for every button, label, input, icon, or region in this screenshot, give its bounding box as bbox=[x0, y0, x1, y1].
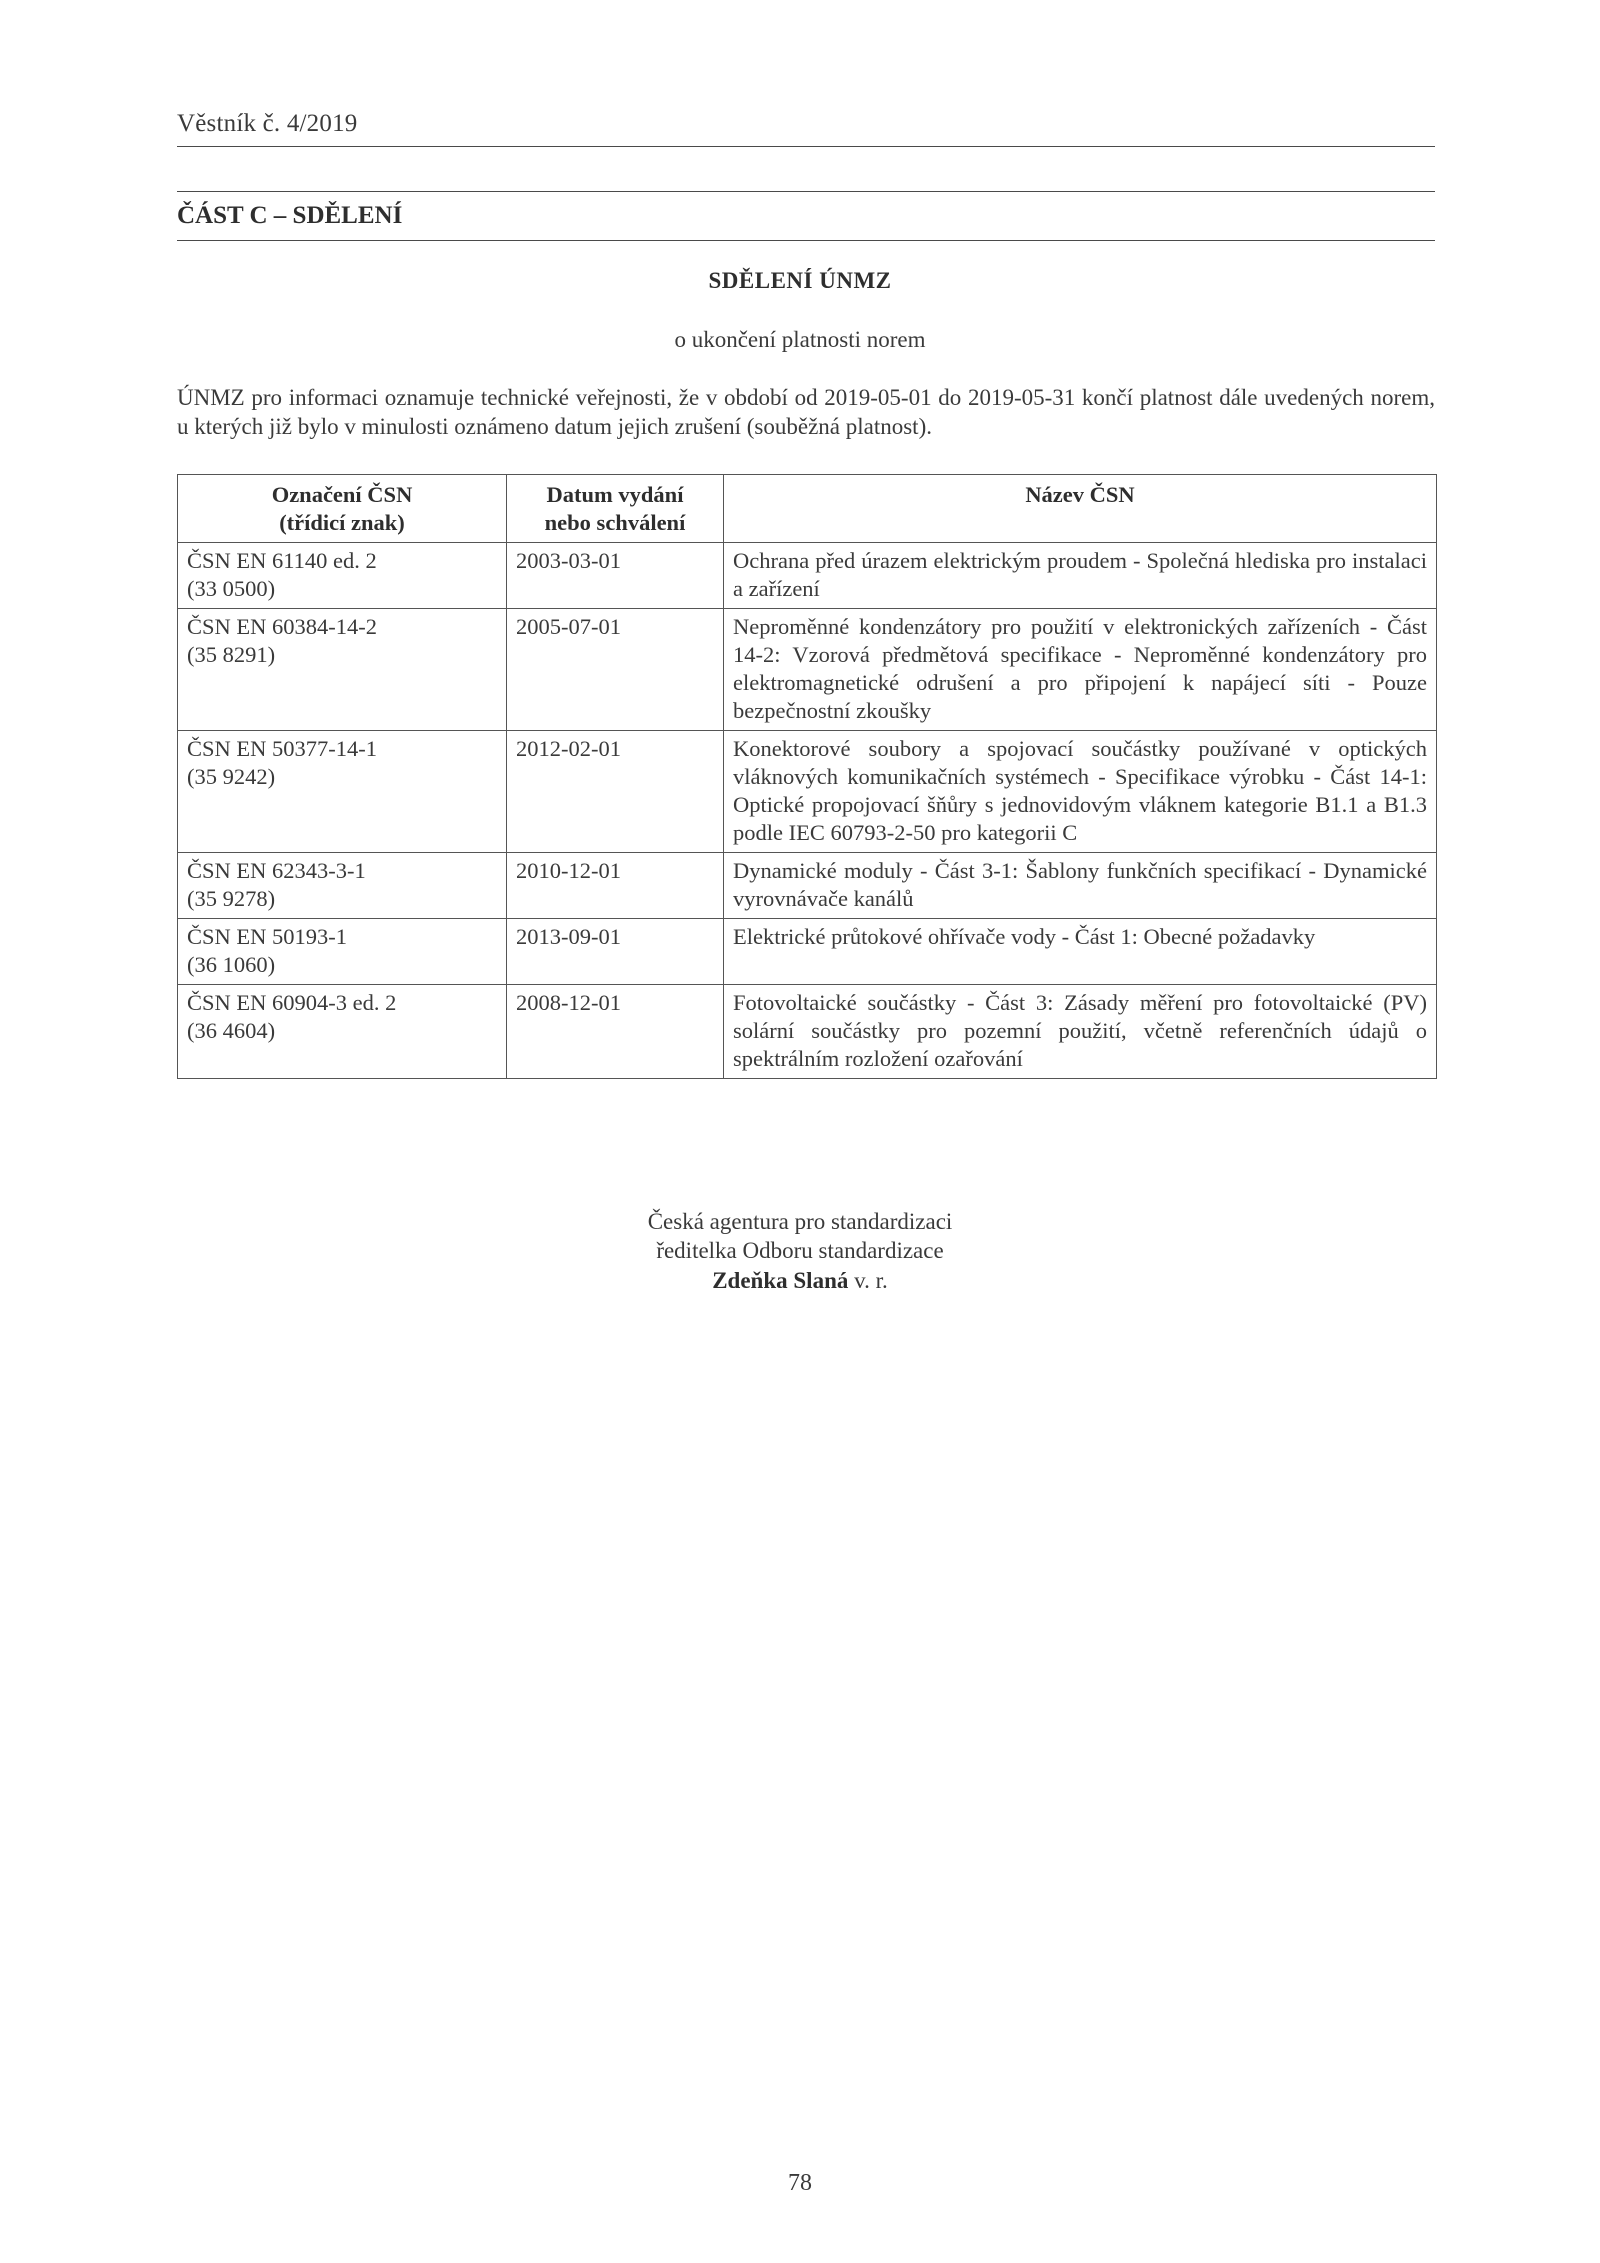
page-number: 78 bbox=[788, 2170, 812, 2196]
name-cell: Dynamické moduly - Část 3-1: Šablony funkčních specifikací - Dynamické vyrovnávače kanálů bbox=[724, 853, 1437, 919]
signature-role: ředitelka Odboru standardizace bbox=[656, 1238, 944, 1263]
signatory-name: Zdeňka Slaná bbox=[712, 1268, 849, 1293]
class-code: (36 4604) bbox=[187, 1018, 276, 1043]
date-cell: 2013-09-01 bbox=[507, 919, 724, 985]
designation-cell bbox=[178, 609, 507, 731]
date-cell: 2008-12-01 bbox=[507, 985, 724, 1079]
intro-paragraph: ÚNMZ pro informaci oznamuje technické veřejnosti, že v období od 2019-05-01 do 2019-05-31 končí platnost dále uvedených norem, u kterých již bylo v minulosti oznámeno datum jejich zrušení (souběžná platnost). bbox=[177, 385, 1435, 439]
name-cell: Ochrana před úrazem elektrickým proudem - Společná hlediska pro instalaci a zařízení bbox=[724, 543, 1437, 609]
header-date-line2: nebo schválení bbox=[544, 510, 686, 535]
date-cell: 2003-03-01 bbox=[507, 543, 724, 609]
notice-subtitle: o ukončení platnosti norem bbox=[674, 327, 926, 352]
designation: ČSN EN 50193-1 bbox=[187, 924, 348, 949]
header-date bbox=[507, 475, 724, 543]
part-title-rule-bottom bbox=[177, 240, 1435, 241]
class-code: (35 9278) bbox=[187, 886, 276, 911]
table-row bbox=[178, 609, 1437, 731]
designation-cell bbox=[178, 985, 507, 1079]
designation-cell bbox=[178, 731, 507, 853]
header-name: Název ČSN bbox=[724, 475, 1437, 543]
part-title-rule-top bbox=[177, 191, 1435, 192]
header-designation-line1: Označení ČSN bbox=[271, 482, 413, 507]
designation-cell bbox=[178, 853, 507, 919]
designation-cell bbox=[178, 919, 507, 985]
designation: ČSN EN 60904-3 ed. 2 bbox=[187, 990, 397, 1015]
table-header-row bbox=[178, 475, 1437, 543]
designation: ČSN EN 61140 ed. 2 bbox=[187, 548, 377, 573]
signature-organization: Česká agentura pro standardizaci bbox=[647, 1209, 953, 1234]
notice-title: SDĚLENÍ ÚNMZ bbox=[708, 268, 892, 293]
designation-cell bbox=[178, 543, 507, 609]
running-head: Věstník č. 4/2019 bbox=[177, 110, 358, 137]
table-row bbox=[178, 985, 1437, 1079]
signature-suffix: v. r. bbox=[848, 1268, 888, 1293]
class-code: (35 9242) bbox=[187, 764, 276, 789]
designation: ČSN EN 62343-3-1 bbox=[187, 858, 366, 883]
norms-table bbox=[177, 474, 1437, 1079]
signature-line bbox=[0, 1266, 1600, 1295]
class-code: (35 8291) bbox=[187, 642, 276, 667]
header-date-line1: Datum vydání bbox=[546, 482, 684, 507]
header-rule bbox=[177, 146, 1435, 147]
class-code: (36 1060) bbox=[187, 952, 276, 977]
table-row bbox=[178, 731, 1437, 853]
table-row bbox=[178, 853, 1437, 919]
name-cell: Elektrické průtokové ohřívače vody - Část 1: Obecné požadavky bbox=[724, 919, 1437, 985]
header-designation-line2: (třídicí znak) bbox=[279, 510, 405, 535]
name-cell: Neproměnné kondenzátory pro použití v elektronických zařízeních - Část 14-2: Vzorová předmětová specifikace - Neproměnné kondenzátory pro elektromagnetické odrušení a pro připojení k napájecí síti - Pouze bezpečnostní zkoušky bbox=[724, 609, 1437, 731]
name-cell: Fotovoltaické součástky - Část 3: Zásady měření pro fotovoltaické (PV) solární součástky pro pozemní použití, včetně referenčních údajů o spektrálním rozložení ozařování bbox=[724, 985, 1437, 1079]
part-title: ČÁST C – SDĚLENÍ bbox=[177, 202, 403, 229]
date-cell: 2010-12-01 bbox=[507, 853, 724, 919]
table-row bbox=[178, 543, 1437, 609]
designation: ČSN EN 50377-14-1 bbox=[187, 736, 377, 761]
table-row bbox=[178, 919, 1437, 985]
designation: ČSN EN 60384-14-2 bbox=[187, 614, 377, 639]
name-cell: Konektorové soubory a spojovací součástky používané v optických vláknových komunikačních systémech - Specifikace výrobku - Část 14-1: Optické propojovací šňůry s jednovidovým vláknem kategorie B1.1 a B1.3 podle IEC 60793-2-50 pro kategorii C bbox=[724, 731, 1437, 853]
header-designation bbox=[178, 475, 507, 543]
date-cell: 2012-02-01 bbox=[507, 731, 724, 853]
date-cell: 2005-07-01 bbox=[507, 609, 724, 731]
class-code: (33 0500) bbox=[187, 576, 276, 601]
